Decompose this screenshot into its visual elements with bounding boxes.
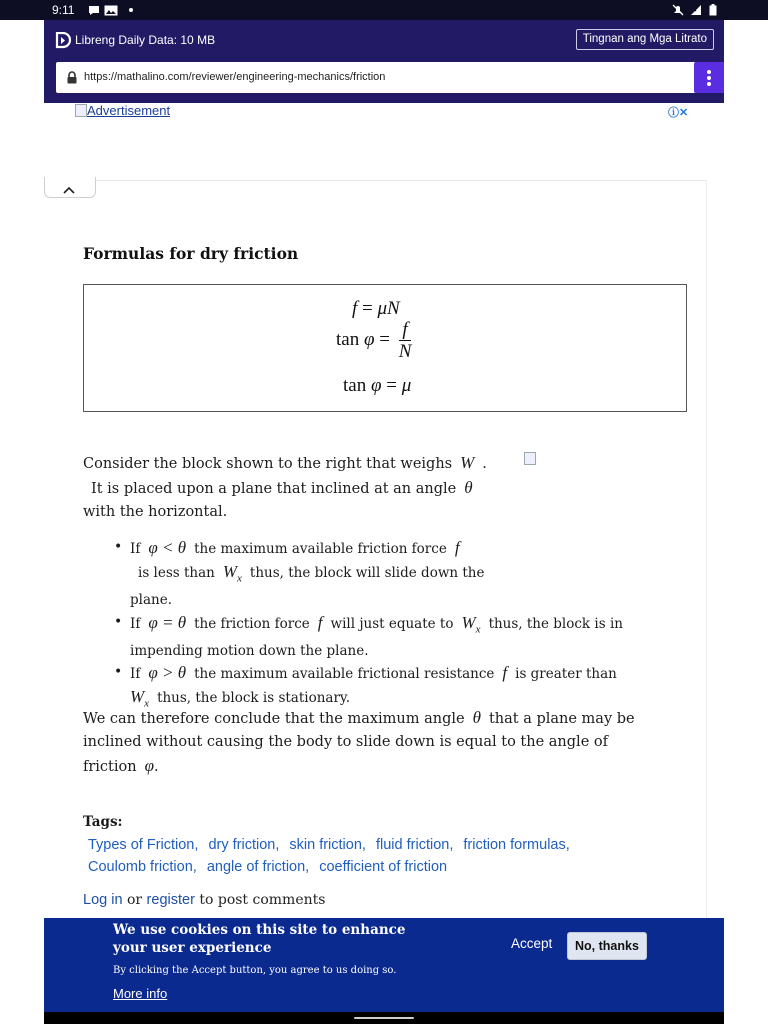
list-item-text: If [130, 541, 141, 557]
math-subscript: x [144, 697, 150, 710]
tag-link[interactable]: fluid friction, [375, 837, 454, 853]
tag-link[interactable]: dry friction, [208, 837, 280, 853]
chat-bubble-icon [88, 4, 100, 16]
fraction-denominator: N [398, 341, 412, 362]
cookie-banner-subtitle: By clicking the Accept button, you agree to us doing so. [113, 965, 397, 976]
battery-icon [709, 4, 717, 16]
list-item-text: will just equate to [330, 615, 454, 632]
list-item-text: the friction force [194, 615, 310, 632]
formula-var-f: f [352, 298, 358, 319]
math-var-phi: φ [144, 756, 154, 775]
math-var-theta: θ [472, 708, 481, 727]
comments-text: to post comments [194, 892, 326, 908]
more-info-link[interactable]: More info [113, 986, 168, 1001]
inclined-block-image [524, 452, 536, 465]
para-text: with the horizontal. [83, 504, 228, 520]
list-item [110, 537, 495, 612]
para-text: Consider the block shown to the right that weighs [83, 456, 453, 472]
math-var-wx [222, 561, 242, 585]
no-thanks-button[interactable]: No, thanks [567, 932, 647, 960]
math-var-w: W [130, 687, 145, 706]
math-subscript: x [475, 622, 481, 635]
formula-tan: tan [343, 375, 371, 396]
list-item-text: If [130, 666, 141, 683]
list-item-text: is less than [138, 564, 215, 581]
data-saver-logo-icon [54, 32, 71, 49]
formula-var-phi: φ [363, 328, 375, 350]
para-text: It is placed upon a plane that inclined at an angle [91, 481, 457, 497]
math-var-f: f [454, 538, 460, 557]
fraction-numerator: f [399, 319, 412, 341]
math-condition: φ > θ [148, 663, 187, 683]
formula-tan: tan [336, 328, 364, 350]
url-text[interactable]: https://mathalino.com/reviewer/engineering-mechanics/friction [84, 71, 386, 83]
chevron-up-icon [63, 181, 75, 199]
list-item-text: the maximum available frictional resistance [194, 666, 495, 683]
cookie-banner-title: We use cookies on this site to enhance your user experience [113, 922, 406, 956]
broken-image-icon [75, 104, 87, 117]
view-photos-button[interactable]: Tingnan ang Mga Litrato [576, 29, 714, 50]
formula-var-mu: μ [377, 298, 388, 319]
math-var-f: f [317, 612, 323, 632]
tags-label: Tags: [83, 814, 123, 830]
data-saver-bar [44, 20, 724, 61]
comments-prompt [83, 892, 325, 908]
accept-button[interactable]: Accept [511, 936, 553, 951]
address-bar[interactable] [56, 62, 724, 93]
para-text: that a plane may be inclined without causing the body to slide down is equal to the angle of friction [83, 711, 635, 775]
cookie-banner [44, 918, 724, 1012]
formula-var-n: N [387, 298, 400, 319]
login-link[interactable]: Log in [83, 892, 123, 908]
formula-var-mu: μ [401, 375, 412, 396]
math-var-w: W [461, 612, 476, 632]
status-time: 9:11 [52, 3, 75, 17]
mute-icon [672, 4, 684, 16]
formula-equals: = [357, 298, 378, 319]
formula-friction-force [352, 298, 400, 320]
status-bar [0, 0, 768, 20]
advertisement-image[interactable] [75, 103, 170, 118]
register-link[interactable]: register [146, 892, 195, 908]
math-subscript: x [237, 572, 242, 585]
tag-link[interactable]: skin friction, [289, 837, 366, 853]
math-var-theta: θ [464, 478, 473, 497]
para-text: . [154, 759, 159, 775]
system-navigation-bar [44, 1012, 724, 1024]
condition-list [110, 537, 690, 715]
list-item-text: thus, the block is stationary. [157, 690, 351, 706]
list-item-text: the maximum available friction force [194, 541, 447, 557]
list-item-text: thus, the block will slide down the plane. [130, 564, 485, 608]
gallery-icon [104, 4, 118, 16]
formula-tan-phi-ratio [336, 319, 411, 362]
formula-equals: = [381, 375, 402, 396]
overflow-menu-button[interactable] [694, 62, 724, 93]
list-item [110, 612, 690, 663]
para-text: . [482, 456, 487, 472]
tag-link[interactable]: coefficient of friction [319, 859, 448, 875]
formula-var-phi: φ [370, 375, 382, 396]
section-heading: Formulas for dry friction [83, 244, 299, 263]
para-text: We can therefore conclude that the maximum angle [83, 711, 465, 727]
conclusion-paragraph [83, 706, 683, 779]
math-condition: φ = θ [148, 612, 187, 632]
math-condition: φ < θ [148, 538, 187, 557]
math-var-f: f [502, 663, 508, 683]
signal-icon [688, 4, 702, 16]
lock-icon [66, 71, 78, 84]
tag-link[interactable]: Types of Friction, [88, 837, 199, 853]
dot-icon [129, 4, 133, 16]
data-saver-text: Libreng Daily Data: 10 MB [75, 33, 216, 47]
tag-link[interactable]: Coulomb friction, [88, 859, 197, 875]
list-item-text: is greater than [515, 666, 617, 683]
advertisement-alt-text: Advertisement [87, 103, 171, 118]
math-var-wx [130, 687, 150, 710]
tag-link[interactable]: friction formulas, [463, 837, 570, 853]
tag-link[interactable]: angle of friction, [206, 859, 310, 875]
tags-list [88, 834, 648, 878]
intro-paragraph [83, 451, 523, 524]
math-var-w: W [222, 561, 238, 581]
gesture-handle[interactable] [354, 1017, 414, 1019]
formula-tan-phi-mu [343, 375, 411, 397]
list-item-text: thus, the block is in impending motion down the plane. [130, 615, 623, 659]
formula-equals: = [374, 328, 395, 350]
comments-text: or [122, 892, 147, 908]
math-var-wx [461, 612, 481, 635]
ad-info-close-icon[interactable]: ⓘ✕ [668, 107, 689, 119]
collapse-button[interactable] [44, 177, 96, 198]
list-item-text: If [130, 615, 141, 632]
url-bar-container [44, 61, 724, 103]
math-var-w: W [460, 453, 475, 472]
formula-fraction [399, 319, 412, 362]
